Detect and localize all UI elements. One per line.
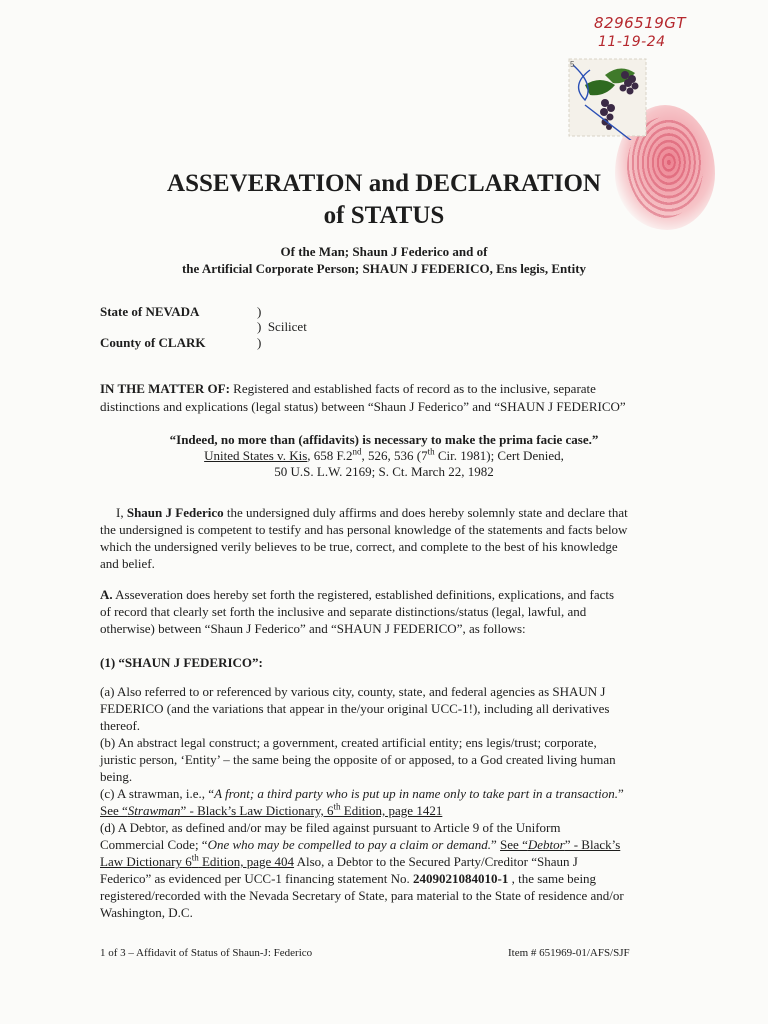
item-a-line1: (a) Also referred to or referenced by various city, county, state, and federal agencies as SHAUN J xyxy=(100,684,606,699)
matter-text: Registered and established facts of record as to the inclusive, separate xyxy=(229,381,596,396)
handwritten-date: 11-19-24 xyxy=(598,34,666,50)
item-c-see-end: Edition, page 1421 xyxy=(340,803,443,818)
item-d-line4 xyxy=(100,870,660,887)
section-a-line1 xyxy=(100,586,660,603)
item-d-line6: Washington, D.C. xyxy=(100,905,193,920)
item-d-ucc-number: 2409021084010-1 xyxy=(412,871,509,886)
item-c-see: See “ xyxy=(100,803,128,818)
item-b-line3: being. xyxy=(100,769,133,784)
item-d-line5: registered/recorded with the Nevada Secretary of State, para material to the State of residence and/or xyxy=(100,888,624,903)
item-c-line1 xyxy=(100,785,660,802)
item-d-line1: (d) A Debtor, as defined and/or may be filed against pursuant to Article 9 of the Uniform xyxy=(100,820,561,835)
item-a-line3: thereof. xyxy=(100,718,141,733)
document-title-line2: of STATUS xyxy=(323,202,445,229)
quote-line3: 50 U.S. L.W. 2169; S. Ct. March 22, 1982 xyxy=(274,464,494,479)
quote-citation xyxy=(0,448,768,464)
affirm-line4: and belief. xyxy=(100,556,155,571)
document-title-line1: ASSEVERATION and DECLARATION xyxy=(167,170,601,197)
item-d-ref xyxy=(100,854,294,869)
item-d-l4a: Federico” as evidenced per UCC-1 financing statement No. xyxy=(100,871,413,886)
postage-stamp xyxy=(565,55,650,140)
item-d-l2b: ” xyxy=(491,837,501,852)
section-a-text1: Asseveration does hereby set forth the registered, established definitions, explications, and facts xyxy=(112,587,615,602)
venue-paren-top: ) xyxy=(257,304,262,319)
venue-scilicet: ) Scilicet xyxy=(257,319,307,334)
item-d-line3 xyxy=(100,853,660,870)
item-d-line2 xyxy=(100,836,660,853)
item-d-l4b: , the same being xyxy=(508,871,597,886)
affirm-i: I, xyxy=(116,505,127,520)
item-d-l3c: Also, a Debtor to the Secured Party/Creditor “Shaun J xyxy=(294,854,578,869)
item-c-line2 xyxy=(100,802,660,819)
quote-cite-part2: , 526, 536 (7 xyxy=(361,448,428,463)
quote-text: “Indeed, no more than (affidavits) is necessary to make the prima facie case.” xyxy=(169,432,599,447)
quote-sup-nd: nd xyxy=(352,446,362,457)
affirm-line3: which the undersigned verily believes to be true, correct, and complete to the best of his knowledge xyxy=(100,539,618,554)
item-c-definition: A front; a third party who is put up in name only to take part in a transaction. xyxy=(214,786,619,801)
quote-cite-part3: Cir. 1981); Cert Denied, xyxy=(434,448,564,463)
section-a-line2: of record that clearly set forth the inclusive and separate distinctions/status (legal, lawful, and xyxy=(100,604,587,619)
item-d-l2a: Commercial Code; “ xyxy=(100,837,208,852)
item-d-see-link xyxy=(500,837,620,852)
item-d-l3a: Law Dictionary 6 xyxy=(100,854,192,869)
item-c-lead: (c) A strawman, i.e., “ xyxy=(100,786,215,801)
affirm-line2: the undersigned is competent to testify and has personal knowledge of the statements and facts below xyxy=(100,522,628,537)
quote-sup-th: th xyxy=(427,446,435,457)
item-c-end: ” xyxy=(618,786,624,801)
item-d-see-rest: ” - Black’s xyxy=(564,837,621,852)
affirm-name: Shaun J Federico xyxy=(126,505,224,520)
item-d-sup: th xyxy=(191,852,199,863)
footer-right: Item # 651969-01/AFS/SJF xyxy=(508,947,630,959)
venue-paren-bottom: ) xyxy=(257,335,262,350)
item-c-see-rest: ” - Black’s Law Dictionary, 6 xyxy=(180,803,334,818)
item-a-line2: FEDERICO (and the variations that appear in the/your original UCC-1!), including all derivatives xyxy=(100,701,610,716)
footer-left: 1 of 3 – Affidavit of Status of Shaun-J: Federico xyxy=(100,947,313,959)
subtitle-line2: the Artificial Corporate Person; SHAUN J FEDERICO, Ens legis, Entity xyxy=(181,261,587,276)
affirm-text1: the undersigned duly affirms and does hereby solemnly state and declare that xyxy=(223,505,628,520)
venue-county: County of CLARK xyxy=(100,335,206,350)
quote-case-name: United States v. Kis xyxy=(204,448,308,463)
quote-cite-part1: , 658 F.2 xyxy=(307,448,353,463)
item-c-sup-th: th xyxy=(333,801,341,812)
heading-1: (1) “SHAUN J FEDERICO”: xyxy=(100,655,263,670)
stamp-denomination: 5 xyxy=(570,60,575,69)
item-d-definition: One who may be compelled to pay a claim or demand. xyxy=(207,837,492,852)
item-d-see: See “ xyxy=(500,837,528,852)
matter-line2: distinctions and explications (legal status) between “Shaun J Federico” and “SHAUN J FEDERICO” xyxy=(100,399,626,414)
handwritten-number: 8296519GT xyxy=(594,14,687,32)
section-a-line3: otherwise) between “Shaun J Federico” and “SHAUN J FEDERICO”, as follows: xyxy=(100,621,526,636)
subtitle-line1: Of the Man; Shaun J Federico and of xyxy=(280,244,488,259)
item-d-l3b: Edition, page 404 xyxy=(198,854,295,869)
item-b-line1: (b) An abstract legal construct; a government, created artificial entity; ens legis/trust; corporate, xyxy=(100,735,597,750)
item-d-see-word: Debtor xyxy=(527,837,565,852)
section-a-label: A. xyxy=(100,587,113,602)
item-c-see-word: Strawman xyxy=(127,803,181,818)
affirm-line1 xyxy=(100,504,660,521)
venue-state: State of NEVADA xyxy=(100,304,200,319)
matter-line1 xyxy=(100,380,660,397)
item-b-line2: juristic person, ‘Entity’ – the same being the opposite of or apposed, to a God created living human xyxy=(100,752,616,767)
matter-lead: IN THE MATTER OF: xyxy=(100,381,230,396)
